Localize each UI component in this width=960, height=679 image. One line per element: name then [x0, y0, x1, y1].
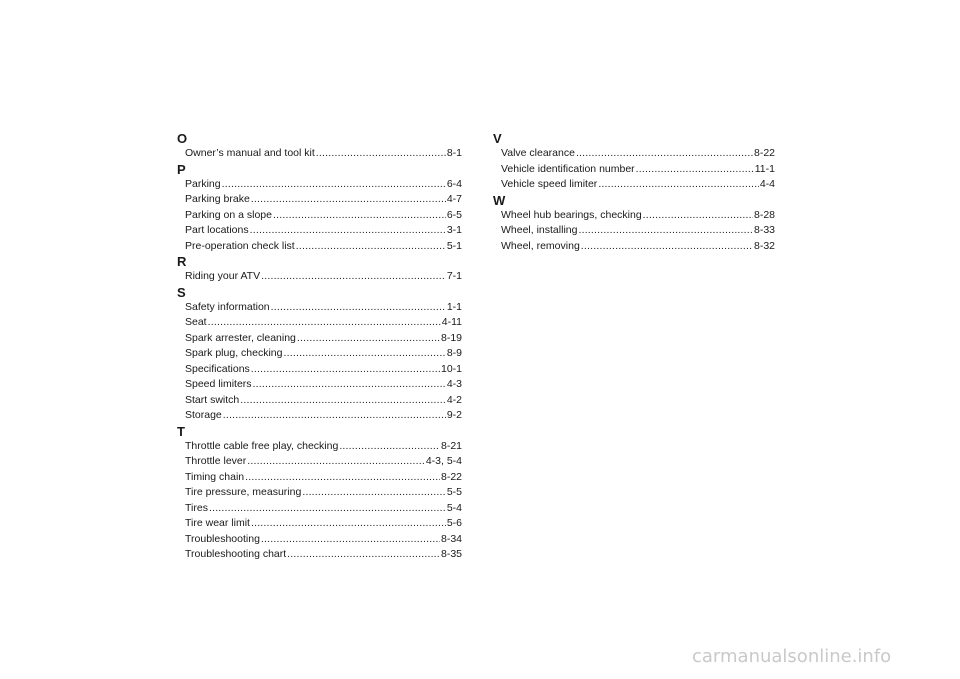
index-entry [501, 208, 775, 224]
entry-text: Troubleshooting chart [185, 548, 287, 560]
index-entry [501, 162, 775, 178]
entry-page: 5-5 [446, 486, 462, 498]
section-letter: T [177, 423, 185, 439]
index-entry [185, 315, 462, 331]
dot-leader [247, 454, 425, 470]
entry-text: Vehicle identification number [501, 162, 635, 175]
index-entry [185, 454, 462, 470]
dot-leader [253, 377, 446, 393]
entry-page: 9-2 [446, 409, 462, 421]
watermark: carmanualsonline.info [692, 646, 892, 667]
index-entry [185, 300, 462, 316]
entry-text: Spark plug, checking [185, 347, 283, 359]
index-entry [501, 146, 775, 162]
entry-text: Parking on a slope [185, 208, 272, 221]
section-letter: O [177, 131, 188, 146]
entry-text: Spark arrester, cleaning [185, 331, 296, 344]
entry-page: 6-4 [446, 177, 462, 190]
entry-text: Vehicle speed limiter [501, 178, 598, 190]
dot-leader [222, 177, 446, 193]
dot-leader [578, 223, 753, 239]
index-column-right [492, 131, 775, 254]
dot-leader [296, 239, 446, 255]
dot-leader [208, 315, 441, 331]
entry-page: 8-34 [440, 532, 462, 545]
entry-text: Wheel hub bearings, checking [501, 208, 642, 221]
entry-text: Troubleshooting [185, 532, 260, 545]
dot-leader [209, 501, 446, 517]
entry-page: 8-35 [440, 548, 462, 560]
entry-page: 4-3, 5-4 [425, 455, 462, 467]
index-entry [185, 377, 462, 393]
entry-page: 10-1 [440, 362, 462, 375]
index-entry [185, 331, 462, 347]
dot-leader [271, 300, 446, 316]
entry-text: Speed limiters [185, 378, 252, 390]
dot-leader [643, 208, 753, 224]
index-entry [185, 547, 462, 563]
index-entry [185, 239, 462, 255]
entry-text: Specifications [185, 362, 250, 375]
entry-page: 5-4 [446, 501, 462, 514]
index-entry [185, 192, 462, 208]
index-entry [185, 532, 462, 548]
entry-page: 8-32 [753, 239, 775, 252]
entry-page: 8-9 [446, 347, 462, 359]
entry-text: Tires [185, 501, 208, 514]
entry-page: 4-2 [446, 393, 462, 406]
entry-page: 8-33 [753, 224, 775, 236]
index-entry [185, 269, 462, 285]
index-entry [501, 239, 775, 255]
index-section-w [492, 193, 775, 255]
entry-text: Valve clearance [501, 147, 575, 159]
dot-leader [636, 162, 754, 178]
entry-page: 8-22 [440, 470, 462, 483]
index-section-r [176, 254, 462, 285]
index-section-p [176, 162, 462, 255]
entry-page: 8-19 [440, 331, 462, 344]
index-section-v [492, 131, 775, 193]
index-entry [185, 516, 462, 532]
index-entry [185, 223, 462, 239]
index-entry [185, 208, 462, 224]
dot-leader [297, 331, 440, 347]
entry-text: Wheel, removing [501, 239, 580, 252]
entry-page: 5-6 [446, 517, 462, 529]
entry-page: 8-28 [753, 208, 775, 221]
dot-leader [250, 223, 446, 239]
entry-page: 8-21 [440, 439, 462, 452]
dot-leader [302, 485, 445, 501]
entry-text: Wheel, installing [501, 224, 578, 236]
index-entry [185, 470, 462, 486]
dot-leader [283, 346, 445, 362]
entry-text: Seat [185, 316, 207, 328]
entry-page: 8-1 [446, 147, 462, 159]
section-letter: S [177, 284, 186, 300]
entry-text: Part locations [185, 224, 249, 236]
index-entry [185, 393, 462, 409]
index-column-left [176, 131, 462, 563]
dot-leader [223, 408, 446, 424]
dot-leader [251, 362, 440, 378]
entry-page: 4-11 [441, 316, 462, 328]
index-entry [185, 501, 462, 517]
entry-page: 8-22 [753, 147, 775, 159]
entry-page: 1-1 [446, 300, 462, 313]
entry-text: Throttle cable free play, checking [185, 439, 339, 452]
section-letter: W [493, 192, 506, 208]
entry-page: 5-1 [446, 239, 462, 252]
dot-leader [273, 208, 446, 224]
index-entry [185, 177, 462, 193]
entry-page: 3-1 [446, 224, 462, 236]
entry-text: Storage [185, 409, 222, 421]
entry-text: Parking [185, 177, 221, 190]
entry-page: 4-7 [446, 193, 462, 205]
section-letter: P [177, 161, 186, 177]
dot-leader [287, 547, 440, 563]
section-letter: R [177, 254, 187, 269]
entry-page: 4-4 [759, 178, 775, 190]
dot-leader [598, 177, 759, 193]
dot-leader [576, 146, 753, 162]
dot-leader [261, 269, 446, 285]
index-section-t [176, 424, 462, 563]
entry-text: Tire wear limit [185, 517, 250, 529]
entry-text: Parking brake [185, 193, 250, 205]
index-entry [185, 346, 462, 362]
entry-text: Start switch [185, 393, 240, 406]
dot-leader [251, 516, 446, 532]
dot-leader [251, 192, 446, 208]
index-entry [501, 223, 775, 239]
entry-text: Safety information [185, 300, 270, 313]
entry-text: Tire pressure, measuring [185, 486, 302, 498]
entry-page: 4-3 [446, 378, 462, 390]
entry-text: Timing chain [185, 470, 245, 483]
dot-leader [245, 470, 440, 486]
entry-text: Pre-operation check list [185, 239, 295, 252]
index-entry [185, 408, 462, 424]
entry-text: Riding your ATV [185, 270, 261, 282]
section-letter: V [493, 131, 502, 146]
entry-text: Owner’s manual and tool kit [185, 147, 315, 159]
index-section-s [176, 285, 462, 424]
dot-leader [316, 146, 446, 162]
dot-leader [261, 532, 440, 548]
entry-page: 7-1 [446, 270, 462, 282]
index-entry [185, 146, 462, 162]
index-entry [501, 177, 775, 193]
entry-page: 6-5 [446, 208, 462, 221]
dot-leader [581, 239, 753, 255]
entry-page: 11-1 [754, 162, 775, 175]
entry-text: Throttle lever [185, 455, 247, 467]
index-section-o [176, 131, 462, 162]
index-entry [185, 439, 462, 455]
index-entry [185, 485, 462, 501]
dot-leader [240, 393, 446, 409]
dot-leader [339, 439, 440, 455]
index-entry [185, 362, 462, 378]
